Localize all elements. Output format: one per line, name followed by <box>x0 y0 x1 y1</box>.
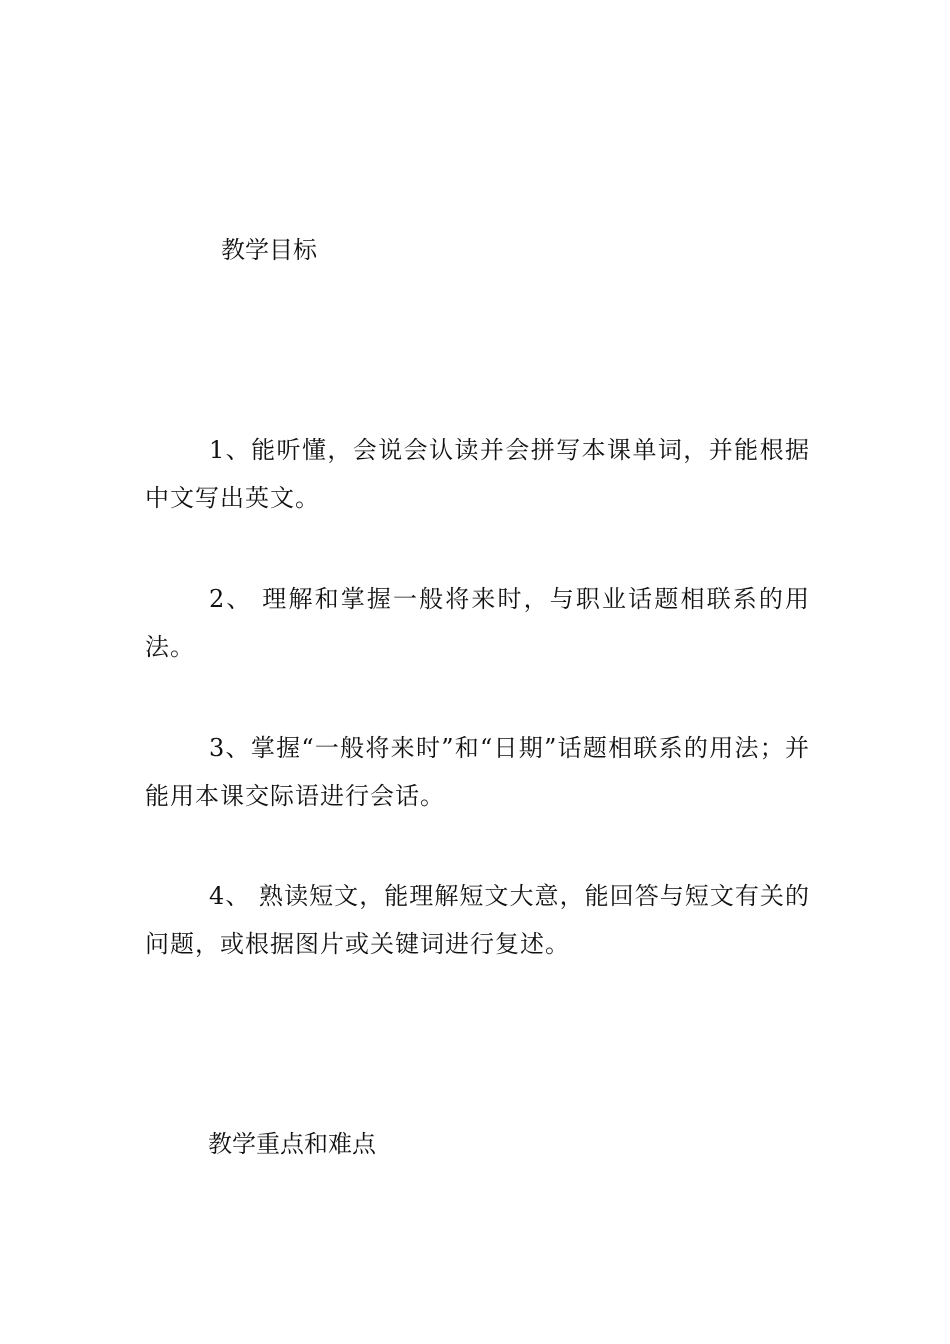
objective-text: 能听懂，会说会认读并会拼写本课单词，并能根据中文写出英文。 <box>145 436 810 512</box>
objective-number: 1、 <box>209 436 252 464</box>
heading-key-points-and-difficulties: 教学重点和难点 <box>208 1130 376 1158</box>
objective-number: 2、 <box>209 585 253 613</box>
heading-teaching-objectives: 教学目标 <box>221 236 317 264</box>
objective-number: 3、 <box>209 734 251 762</box>
objective-text: 理解和掌握一般将来时，与职业话题相联系的用法。 <box>145 585 810 661</box>
objective-item-4 <box>145 872 810 968</box>
objective-text: 熟读短文，能理解短文大意，能回答与短文有关的问题，或根据图片或关键词进行复述。 <box>145 882 810 958</box>
objective-text: 掌握“一般将来时”和“日期”话题相联系的用法；并能用本课交际语进行会话。 <box>145 734 810 810</box>
objective-item-1 <box>145 426 810 522</box>
objective-item-3 <box>145 724 810 820</box>
objective-number: 4、 <box>209 882 251 910</box>
objective-item-2 <box>145 575 810 671</box>
